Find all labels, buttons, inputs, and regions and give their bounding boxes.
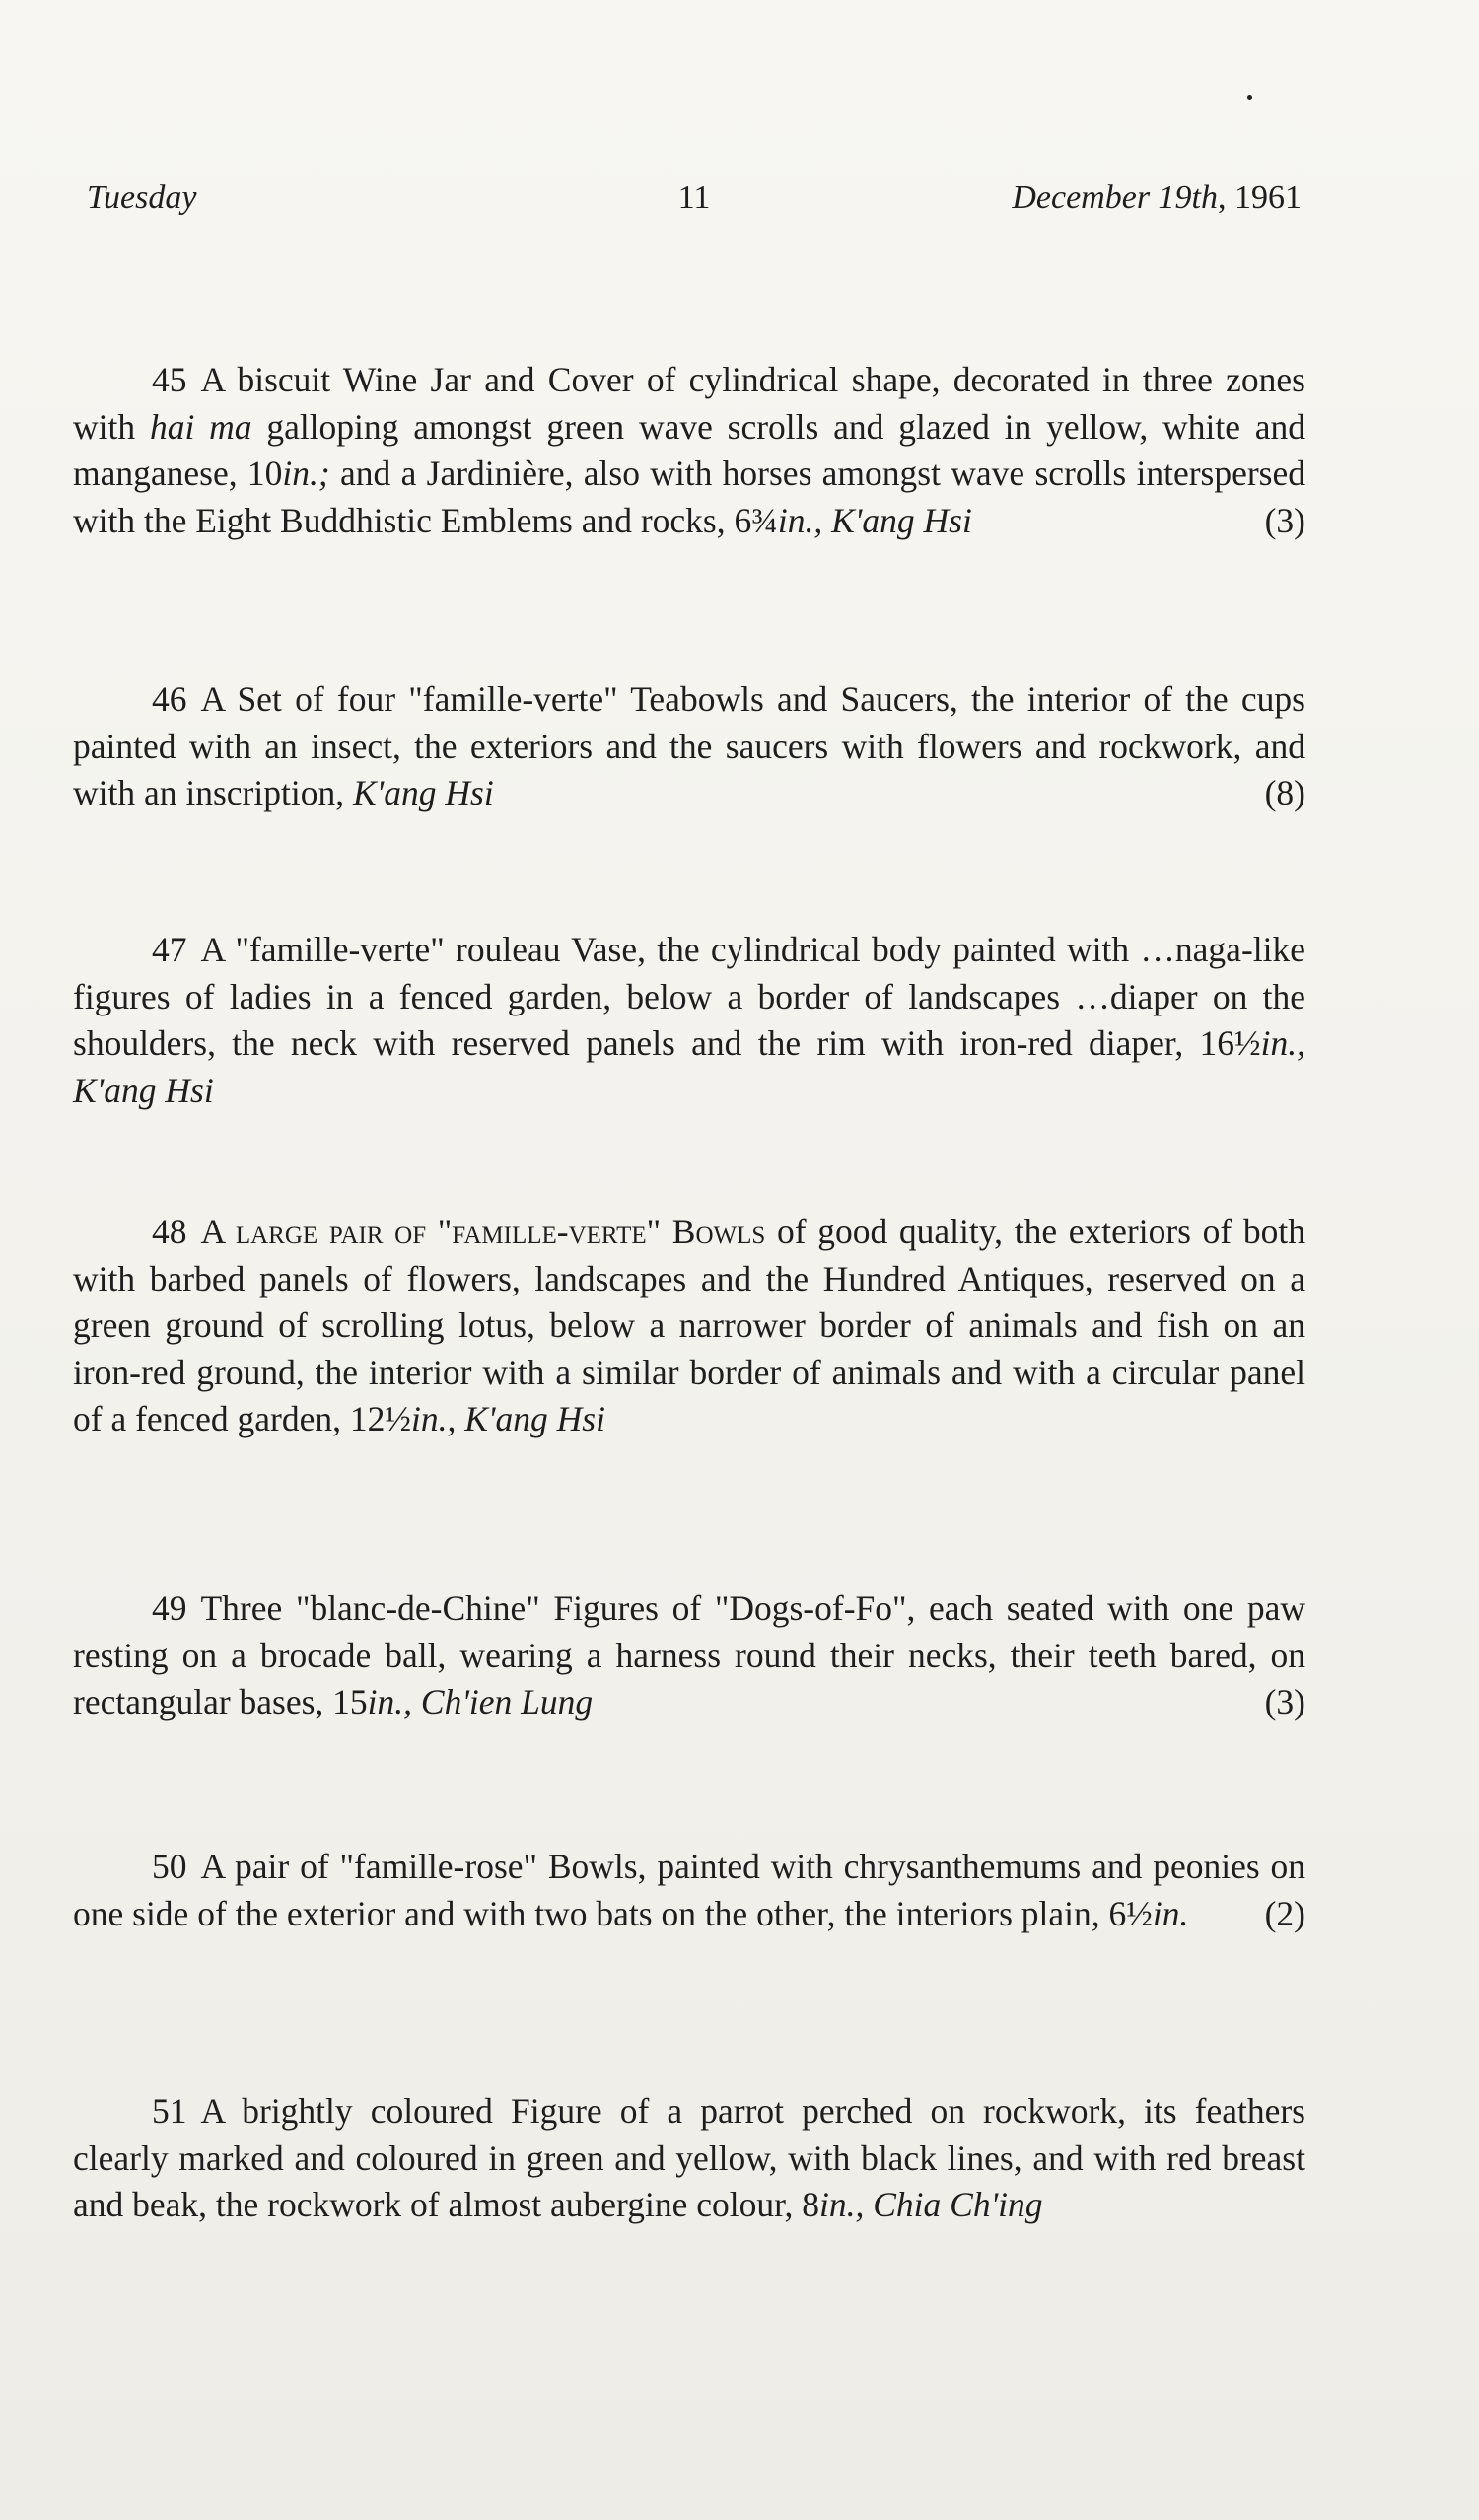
lot-49: 49 Three "blanc-de-Chine" Figures of "Dogs-of-Fo", each seated with one paw resting on a brocade ball, wearing a harness round their necks, their teeth bared, on rectangular bases, 15in., Ch'ien Lung (3) — [73, 1585, 1305, 1726]
lot-count: (2) — [1264, 1893, 1305, 1933]
lot-heading: A large pair of "famille-verte" Bowls — [200, 1212, 766, 1251]
lot-number: 46 — [152, 679, 187, 719]
lot-46: 46 A Set of four "famille-verte" Teabowls and Saucers, the interior of the cups painted with an insect, the exteriors and the saucers with flowers and rockwork, and with an inscription, K'ang Hsi (8) — [73, 676, 1305, 817]
lot-description: A Set of four "famille-verte" Teabowls and Saucers, the interior of the cups painted with an insect, the exteriors and the saucers with flowers and rockwork, and with an inscription, — [73, 679, 1305, 812]
page-header — [87, 179, 1302, 229]
lot-description: A "famille-verte" rouleau Vase, the cylindrical body painted with …naga-like figures of ladies in a fenced garden, below a border of landscapes …diaper on the shoulders, the neck with reserved panels and the rim with iron-red diaper, 16½ — [73, 930, 1305, 1063]
lot-47: 47 A "famille-verte" rouleau Vase, the cylindrical body painted with …naga-like figures of ladies in a fenced garden, below a border of landscapes …diaper on the shoulders, the neck with reserved panels and the rim with iron-red diaper, 16½in., K'ang Hsi — [73, 930, 1305, 1110]
lot-description: of good quality, the exteriors of both with barbed panels of flowers, landscapes and the Hundred Antiques, reserved on a green ground of scrolling lotus, below a narrower border of animals and fish on an iron-red ground, the interior with a similar border of animals and with a circular panel of a fenced garden, 12½ — [73, 1212, 1305, 1438]
lot-51: 51 A brightly coloured Figure of a parrot perched on rockwork, its feathers clearly marked and coloured in green and yellow, with black lines, and with red breast and beak, the rockwork of almost aubergine colour, 8in., Chia Ch'ing — [73, 2091, 1305, 2224]
ink-speck — [1247, 95, 1252, 100]
lot-description: A pair of "famille-rose" Bowls, painted with chrysanthemums and peonies on one side of the exterior and with two bats on the other, the interiors plain, 6½ — [73, 1847, 1305, 1933]
lot-number: 48 — [152, 1212, 187, 1251]
lot-description: Three "blanc-de-Chine" Figures of "Dogs-of-Fo", each seated with one paw resting on a brocade ball, wearing a harness round their necks, their teeth bared, on rectangular bases, 15 — [73, 1588, 1305, 1721]
lot-number: 45 — [152, 360, 187, 399]
lot-number: 50 — [152, 1847, 187, 1886]
lot-50: 50 A pair of "famille-rose" Bowls, painted with chrysanthemums and peonies on one side of the exterior and with two bats on the other, the interiors plain, 6½in. (2) — [73, 1844, 1305, 1937]
lot-count: (3) — [1264, 1682, 1305, 1721]
page-number: 11 — [677, 179, 711, 216]
lot-number: 47 — [152, 930, 187, 969]
lot-description: A biscuit Wine Jar and Cover of cylindrical shape, decorated in three zones with — [73, 360, 1305, 447]
lot-count: (8) — [1264, 773, 1305, 812]
header-day: Tuesday — [87, 179, 197, 216]
lot-description: A brightly coloured Figure of a parrot perched on rockwork, its feathers clearly marked and coloured in green and yellow, with black lines, and with red breast and beak, the rockwork of almost aubergine colour, 8 — [73, 2091, 1305, 2224]
lot-number: 49 — [152, 1588, 187, 1628]
lot-count: (3) — [1264, 500, 1305, 540]
lot-45: 45 A biscuit Wine Jar and Cover of cylindrical shape, decorated in three zones with hai ma galloping amongst green wave scrolls and glazed in yellow, white and manganese, 10in.; and a Jardinière, also with horses amongst wave scrolls interspersed with the Eight Buddhistic Emblems and rocks, 6¾in., K'ang Hsi (3) — [73, 357, 1305, 544]
header-date: December 19th, 1961 — [1012, 179, 1302, 216]
lot-number: 51 — [152, 2091, 187, 2131]
lot-48: 48 A large pair of "famille-verte" Bowls of good quality, the exteriors of both with barbed panels of flowers, landscapes and the Hundred Antiques, reserved on a green ground of scrolling lotus, below a narrower border of animals and fish on an iron-red ground, the interior with a similar border of animals and with a circular panel of a fenced garden, 12½in., K'ang Hsi — [73, 1212, 1305, 1438]
